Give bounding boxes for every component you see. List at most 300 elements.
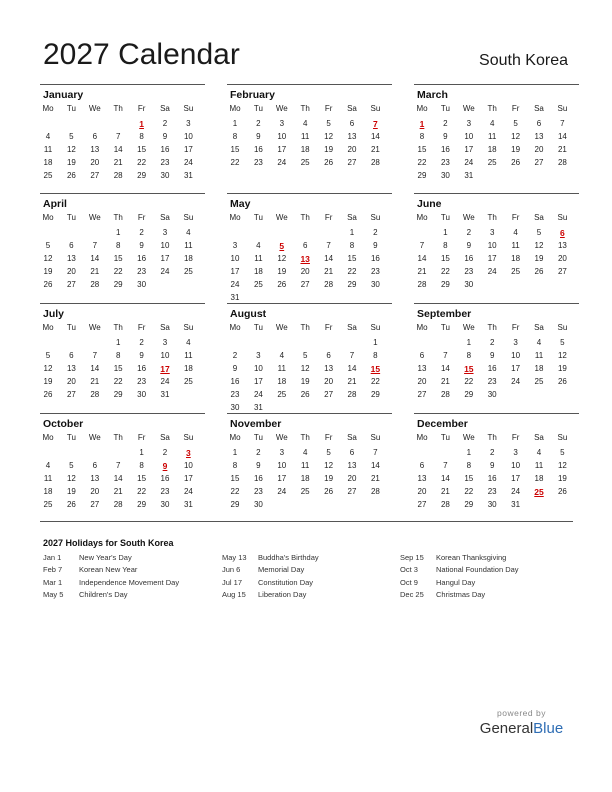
calendar-day: 22 bbox=[113, 377, 123, 386]
holiday-item bbox=[43, 565, 179, 577]
weekday-header: Th bbox=[113, 104, 123, 113]
calendar-day: 10 bbox=[277, 461, 287, 470]
calendar-day: 19 bbox=[43, 267, 53, 276]
calendar-day: 2 bbox=[232, 351, 238, 360]
calendar-day: 17 bbox=[277, 145, 287, 154]
calendar-day: 6 bbox=[349, 448, 355, 457]
calendar-day: 25 bbox=[300, 487, 310, 496]
calendar-day: 27 bbox=[66, 390, 76, 399]
calendar-day: 28 bbox=[370, 487, 380, 496]
month-divider bbox=[40, 84, 205, 85]
month-name: October bbox=[43, 418, 84, 430]
holiday-name: New Year's Day bbox=[79, 553, 132, 562]
calendar-day: 19 bbox=[277, 267, 287, 276]
calendar-day: 21 bbox=[113, 487, 123, 496]
calendar-day: 13 bbox=[90, 474, 100, 483]
calendar-day: 23 bbox=[253, 487, 263, 496]
calendar-day: 8 bbox=[443, 241, 448, 250]
weekday-header: Fr bbox=[137, 104, 146, 113]
calendar-day: 16 bbox=[370, 254, 380, 263]
calendar-day: 27 bbox=[534, 158, 544, 167]
calendar-day: 12 bbox=[300, 364, 310, 373]
calendar-day: 17 bbox=[183, 474, 193, 483]
calendar-day: 8 bbox=[466, 351, 472, 360]
calendar-day: 10 bbox=[230, 254, 240, 263]
calendar-day: 21 bbox=[370, 145, 380, 154]
calendar-day: 4 bbox=[513, 228, 518, 237]
calendar-day: 19 bbox=[534, 254, 544, 263]
holiday-name: Christmas Day bbox=[436, 589, 486, 599]
calendar-day: 28 bbox=[557, 158, 567, 167]
calendar-day: 7 bbox=[443, 351, 448, 360]
weekday-header: Fr bbox=[137, 213, 146, 222]
calendar-day: 17 bbox=[277, 474, 287, 483]
calendar-day: 10 bbox=[160, 351, 170, 360]
calendar-day: 12 bbox=[557, 351, 567, 360]
calendar-day: 27 bbox=[417, 500, 427, 509]
calendar-day: 29 bbox=[113, 280, 123, 289]
calendar-day: 7 bbox=[373, 448, 378, 457]
calendar-day: 23 bbox=[487, 487, 497, 496]
calendar-day: 4 bbox=[45, 461, 51, 470]
calendar-day: 25 bbox=[277, 390, 287, 399]
calendar-day: 18 bbox=[253, 267, 263, 276]
calendar-day: 15 bbox=[113, 364, 123, 373]
calendar-day: 21 bbox=[440, 377, 450, 386]
calendar-day: 31 bbox=[253, 403, 263, 412]
calendar-day: 5 bbox=[560, 338, 565, 347]
calendar-day: 7 bbox=[560, 119, 565, 128]
calendar-day: 3 bbox=[466, 119, 472, 128]
weekday-header: Fr bbox=[511, 323, 520, 332]
weekday-header: Tu bbox=[440, 323, 450, 332]
calendar-day: 24 bbox=[487, 267, 497, 276]
calendar-day: 22 bbox=[230, 487, 240, 496]
calendar-day: 4 bbox=[256, 241, 261, 250]
calendar-day: 18 bbox=[43, 158, 53, 167]
calendar-day: 22 bbox=[440, 267, 450, 276]
powered-by-label: powered by bbox=[497, 708, 546, 718]
holiday-date: Jan 1 bbox=[43, 553, 62, 562]
weekday-header: Mo bbox=[229, 433, 241, 442]
holiday-column bbox=[222, 553, 319, 602]
calendar-day: 8 bbox=[232, 461, 238, 470]
month-divider bbox=[414, 303, 579, 304]
calendar-day: 30 bbox=[137, 280, 147, 289]
calendar-day: 27 bbox=[417, 390, 427, 399]
weekday-header: Sa bbox=[534, 104, 544, 113]
weekday-header: Su bbox=[370, 213, 381, 222]
calendar-day: 30 bbox=[230, 403, 240, 412]
weekday-header: We bbox=[462, 213, 475, 222]
calendar-day: 6 bbox=[92, 461, 98, 470]
calendar-day: 30 bbox=[370, 280, 380, 289]
calendar-day: 9 bbox=[256, 461, 261, 470]
calendar-day: 14 bbox=[440, 474, 450, 483]
weekday-header: We bbox=[275, 433, 288, 442]
holiday-item bbox=[400, 553, 519, 565]
calendar-day: 16 bbox=[160, 474, 170, 483]
calendar-day: 9 bbox=[443, 132, 448, 141]
calendar-day: 6 bbox=[419, 461, 425, 470]
weekday-header: Fr bbox=[324, 323, 333, 332]
calendar-day: 3 bbox=[232, 241, 238, 250]
holiday-date: Dec 25 bbox=[400, 589, 424, 599]
calendar-day: 12 bbox=[534, 241, 544, 250]
calendar-day: 17 bbox=[253, 377, 263, 386]
holiday-date: Oct 3 bbox=[400, 565, 418, 575]
calendar-day: 30 bbox=[160, 171, 170, 180]
month-name: September bbox=[417, 308, 472, 320]
weekday-header: Th bbox=[300, 213, 310, 222]
calendar-day: 29 bbox=[230, 500, 240, 509]
calendar-day: 24 bbox=[511, 377, 521, 386]
calendar-day: 27 bbox=[347, 487, 357, 496]
calendar-day: 13 bbox=[66, 364, 76, 373]
calendar-day: 14 bbox=[324, 254, 334, 263]
calendar-day: 30 bbox=[487, 500, 497, 509]
calendar-day: 7 bbox=[92, 351, 98, 360]
calendar-day: 29 bbox=[370, 390, 380, 399]
calendar-day: 27 bbox=[90, 500, 100, 509]
holiday-name: Hangul Day bbox=[436, 577, 476, 587]
calendar-day: 9 bbox=[256, 132, 261, 141]
month-divider bbox=[227, 84, 392, 85]
calendar-day: 31 bbox=[464, 171, 474, 180]
weekday-header: Th bbox=[487, 104, 497, 113]
weekday-header: We bbox=[88, 433, 101, 442]
calendar-day: 11 bbox=[277, 364, 286, 373]
holiday-day: 15 bbox=[464, 364, 474, 374]
brand-logo[interactable] bbox=[474, 708, 569, 737]
calendar-day: 15 bbox=[464, 474, 474, 483]
calendar-day: 16 bbox=[440, 145, 450, 154]
calendar-day: 9 bbox=[162, 132, 168, 141]
calendar-day: 13 bbox=[557, 241, 567, 250]
calendar-day: 29 bbox=[137, 171, 147, 180]
calendar-day: 8 bbox=[139, 461, 144, 470]
calendar-day: 21 bbox=[557, 145, 567, 154]
weekday-header: Fr bbox=[511, 213, 520, 222]
calendar-day: 10 bbox=[511, 351, 521, 360]
divider bbox=[40, 521, 573, 522]
calendar-day: 26 bbox=[277, 280, 287, 289]
weekday-header: Su bbox=[183, 213, 194, 222]
month-divider bbox=[414, 413, 579, 414]
weekday-header: We bbox=[462, 433, 475, 442]
calendar-day: 19 bbox=[324, 145, 334, 154]
weekday-header: Fr bbox=[511, 433, 520, 442]
calendar-day: 18 bbox=[300, 474, 310, 483]
weekday-header: Th bbox=[300, 323, 310, 332]
weekday-header: We bbox=[275, 323, 288, 332]
calendar-day: 18 bbox=[183, 364, 193, 373]
calendar-day: 19 bbox=[557, 364, 567, 373]
calendar-day: 15 bbox=[417, 145, 427, 154]
calendar-day: 28 bbox=[440, 500, 450, 509]
calendar-day: 6 bbox=[92, 132, 98, 141]
calendar-day: 6 bbox=[69, 241, 74, 250]
calendar-day: 14 bbox=[90, 364, 100, 373]
calendar-day: 15 bbox=[230, 145, 240, 154]
calendar-day: 30 bbox=[440, 171, 450, 180]
calendar-day: 20 bbox=[90, 158, 100, 167]
country-label: South Korea bbox=[479, 52, 568, 69]
calendar-day: 30 bbox=[464, 280, 474, 289]
calendar-day: 23 bbox=[253, 158, 263, 167]
calendar-day: 1 bbox=[232, 448, 238, 457]
calendar-day: 21 bbox=[90, 267, 100, 276]
weekday-header: Tu bbox=[253, 433, 263, 442]
weekday-header: Su bbox=[183, 433, 194, 442]
calendar-day: 1 bbox=[115, 338, 121, 347]
calendar-day: 28 bbox=[370, 158, 380, 167]
weekday-header: Sa bbox=[160, 433, 170, 442]
calendar-day: 19 bbox=[66, 158, 76, 167]
calendar-day: 24 bbox=[183, 487, 193, 496]
calendar-day: 31 bbox=[183, 500, 193, 509]
holiday-date: May 5 bbox=[43, 589, 64, 599]
weekday-header: Th bbox=[300, 104, 310, 113]
calendar-day: 10 bbox=[277, 132, 287, 141]
month-name: February bbox=[230, 89, 275, 101]
calendar-day: 19 bbox=[557, 474, 567, 483]
calendar-day: 6 bbox=[419, 351, 425, 360]
calendar-day: 17 bbox=[183, 145, 193, 154]
calendar-day: 12 bbox=[511, 132, 521, 141]
calendar-day: 28 bbox=[417, 280, 427, 289]
calendar-day: 3 bbox=[186, 119, 191, 128]
calendar-day: 2 bbox=[373, 228, 378, 237]
weekday-header: Su bbox=[557, 213, 568, 222]
calendar-day: 27 bbox=[66, 280, 76, 289]
calendar-day: 22 bbox=[230, 158, 240, 167]
weekday-header: Tu bbox=[253, 104, 263, 113]
calendar-day: 12 bbox=[43, 364, 53, 373]
weekday-header: Th bbox=[113, 433, 123, 442]
holiday-day: 7 bbox=[373, 119, 378, 129]
calendar-day: 16 bbox=[230, 377, 240, 386]
calendar-day: 22 bbox=[347, 267, 357, 276]
calendar-day: 22 bbox=[137, 158, 147, 167]
weekday-header: Th bbox=[487, 323, 497, 332]
calendar-day: 24 bbox=[160, 267, 170, 276]
calendar-day: 1 bbox=[139, 448, 144, 457]
calendar-day: 26 bbox=[43, 390, 53, 399]
calendar-day: 7 bbox=[443, 461, 448, 470]
calendar-day: 29 bbox=[137, 500, 147, 509]
calendar-day: 21 bbox=[113, 158, 123, 167]
holiday-day: 1 bbox=[139, 119, 144, 129]
weekday-header: Tu bbox=[66, 213, 76, 222]
calendar-day: 12 bbox=[324, 132, 334, 141]
calendar-day: 13 bbox=[417, 474, 427, 483]
calendar-day: 29 bbox=[417, 171, 427, 180]
calendar-day: 4 bbox=[536, 448, 542, 457]
weekday-header: Su bbox=[183, 104, 194, 113]
weekday-header: Su bbox=[370, 433, 381, 442]
calendar-day: 20 bbox=[417, 487, 427, 496]
calendar-day: 26 bbox=[534, 267, 544, 276]
brand-name: GeneralBlue bbox=[479, 720, 564, 737]
calendar-day: 26 bbox=[557, 377, 567, 386]
calendar-day: 8 bbox=[232, 132, 238, 141]
holiday-item bbox=[222, 565, 319, 577]
holiday-date: Feb 7 bbox=[43, 565, 63, 575]
calendar-day: 5 bbox=[45, 241, 51, 250]
calendar-day: 6 bbox=[326, 351, 331, 360]
calendar-day: 20 bbox=[90, 487, 100, 496]
calendar-day: 8 bbox=[373, 351, 378, 360]
holiday-day: 5 bbox=[279, 241, 285, 251]
calendar-day: 1 bbox=[466, 338, 472, 347]
weekday-header: Su bbox=[557, 323, 568, 332]
calendar-day: 28 bbox=[113, 500, 123, 509]
month-name: March bbox=[417, 89, 448, 101]
calendar-day: 9 bbox=[489, 351, 495, 360]
calendar-day: 2 bbox=[443, 119, 448, 128]
holiday-item bbox=[43, 553, 179, 565]
calendar-day: 5 bbox=[302, 351, 308, 360]
calendar-day: 9 bbox=[232, 364, 238, 373]
calendar-day: 8 bbox=[419, 132, 425, 141]
calendar-day: 17 bbox=[160, 254, 170, 263]
calendar-day: 13 bbox=[347, 132, 357, 141]
calendar-day: 26 bbox=[511, 158, 521, 167]
weekday-header: Tu bbox=[440, 213, 450, 222]
calendar-day: 14 bbox=[417, 254, 427, 263]
calendar-day: 3 bbox=[489, 228, 495, 237]
calendar-day: 23 bbox=[137, 267, 147, 276]
calendar-day: 16 bbox=[160, 145, 170, 154]
calendar-day: 11 bbox=[43, 145, 53, 154]
weekday-header: Mo bbox=[42, 323, 54, 332]
weekday-header: Th bbox=[113, 323, 123, 332]
calendar-day: 8 bbox=[115, 241, 121, 250]
calendar-day: 1 bbox=[373, 338, 378, 347]
calendar-day: 19 bbox=[43, 377, 53, 386]
calendar-day: 24 bbox=[253, 390, 263, 399]
weekday-header: Su bbox=[370, 323, 381, 332]
calendar-day: 19 bbox=[511, 145, 521, 154]
weekday-header: We bbox=[275, 213, 288, 222]
month-divider bbox=[227, 303, 392, 304]
calendar-day: 4 bbox=[489, 119, 495, 128]
weekday-header: Mo bbox=[229, 323, 241, 332]
weekday-header: Tu bbox=[440, 104, 450, 113]
calendar-day: 5 bbox=[513, 119, 518, 128]
calendar-day: 29 bbox=[440, 280, 450, 289]
calendar-day: 11 bbox=[534, 461, 544, 470]
calendar-day: 29 bbox=[464, 390, 474, 399]
calendar-day: 4 bbox=[536, 338, 542, 347]
calendar-day: 8 bbox=[139, 132, 144, 141]
weekday-header: Mo bbox=[416, 323, 428, 332]
calendar-day: 26 bbox=[324, 158, 334, 167]
month-name: January bbox=[43, 89, 84, 101]
calendar-day: 12 bbox=[66, 145, 76, 154]
calendar-day: 31 bbox=[183, 171, 193, 180]
calendar-day: 16 bbox=[137, 364, 147, 373]
calendar-day: 28 bbox=[113, 171, 123, 180]
calendar-day: 20 bbox=[557, 254, 567, 263]
weekday-header: Su bbox=[557, 104, 568, 113]
calendar-day: 24 bbox=[277, 487, 287, 496]
month-name: July bbox=[43, 308, 65, 320]
calendar-day: 7 bbox=[115, 461, 121, 470]
weekday-header: Fr bbox=[137, 433, 146, 442]
holiday-column bbox=[400, 553, 519, 602]
calendar-day: 13 bbox=[324, 364, 334, 373]
calendar-day: 5 bbox=[326, 119, 331, 128]
weekday-header: We bbox=[462, 104, 475, 113]
month-name: August bbox=[230, 308, 267, 320]
calendar-day: 31 bbox=[511, 500, 521, 509]
weekday-header: Tu bbox=[66, 323, 76, 332]
calendar-day: 2 bbox=[489, 448, 495, 457]
weekday-header: We bbox=[88, 213, 101, 222]
weekday-header: Sa bbox=[534, 433, 544, 442]
weekday-header: Fr bbox=[324, 104, 333, 113]
calendar-day: 10 bbox=[511, 461, 521, 470]
calendar-day: 11 bbox=[511, 241, 520, 250]
calendar-day: 14 bbox=[113, 474, 123, 483]
calendar-day: 3 bbox=[256, 351, 261, 360]
calendar-day: 9 bbox=[139, 241, 144, 250]
calendar-day: 22 bbox=[370, 377, 380, 386]
page-title: 2027 Calendar bbox=[43, 38, 240, 71]
calendar-day: 18 bbox=[511, 254, 521, 263]
calendar-day: 27 bbox=[324, 390, 334, 399]
weekday-header: Sa bbox=[534, 213, 544, 222]
month-divider bbox=[40, 413, 205, 414]
calendar-day: 25 bbox=[534, 377, 544, 386]
calendar-day: 2 bbox=[256, 448, 261, 457]
calendar-day: 8 bbox=[349, 241, 355, 250]
holiday-date: Jul 17 bbox=[222, 577, 243, 587]
holiday-item bbox=[43, 578, 179, 590]
holiday-day: 15 bbox=[370, 364, 381, 374]
calendar-day: 29 bbox=[347, 280, 357, 289]
calendar-day: 21 bbox=[324, 267, 334, 276]
calendar-day: 12 bbox=[557, 461, 567, 470]
calendar-day: 22 bbox=[113, 267, 123, 276]
calendar-day: 27 bbox=[90, 171, 100, 180]
weekday-header: Tu bbox=[66, 104, 76, 113]
holiday-day: 3 bbox=[186, 448, 191, 458]
calendar-day: 22 bbox=[464, 487, 474, 496]
calendar-day: 3 bbox=[513, 338, 518, 347]
calendar-day: 20 bbox=[300, 267, 310, 276]
calendar-day: 7 bbox=[326, 241, 331, 250]
calendar-day: 7 bbox=[419, 241, 425, 250]
holiday-day: 9 bbox=[162, 461, 168, 471]
calendar-day: 18 bbox=[487, 145, 497, 154]
calendar-day: 18 bbox=[534, 474, 544, 483]
weekday-header: Mo bbox=[416, 213, 428, 222]
calendar-day: 26 bbox=[66, 171, 76, 180]
calendar-day: 19 bbox=[300, 377, 310, 386]
calendar-day: 12 bbox=[277, 254, 287, 263]
calendar-day: 4 bbox=[279, 351, 285, 360]
calendar-day: 13 bbox=[534, 132, 544, 141]
calendar-day: 11 bbox=[254, 254, 263, 263]
calendar-day: 3 bbox=[279, 448, 285, 457]
weekday-header: Mo bbox=[42, 213, 54, 222]
weekday-header: Mo bbox=[416, 104, 428, 113]
holiday-item bbox=[43, 590, 179, 602]
weekday-header: Sa bbox=[347, 433, 357, 442]
